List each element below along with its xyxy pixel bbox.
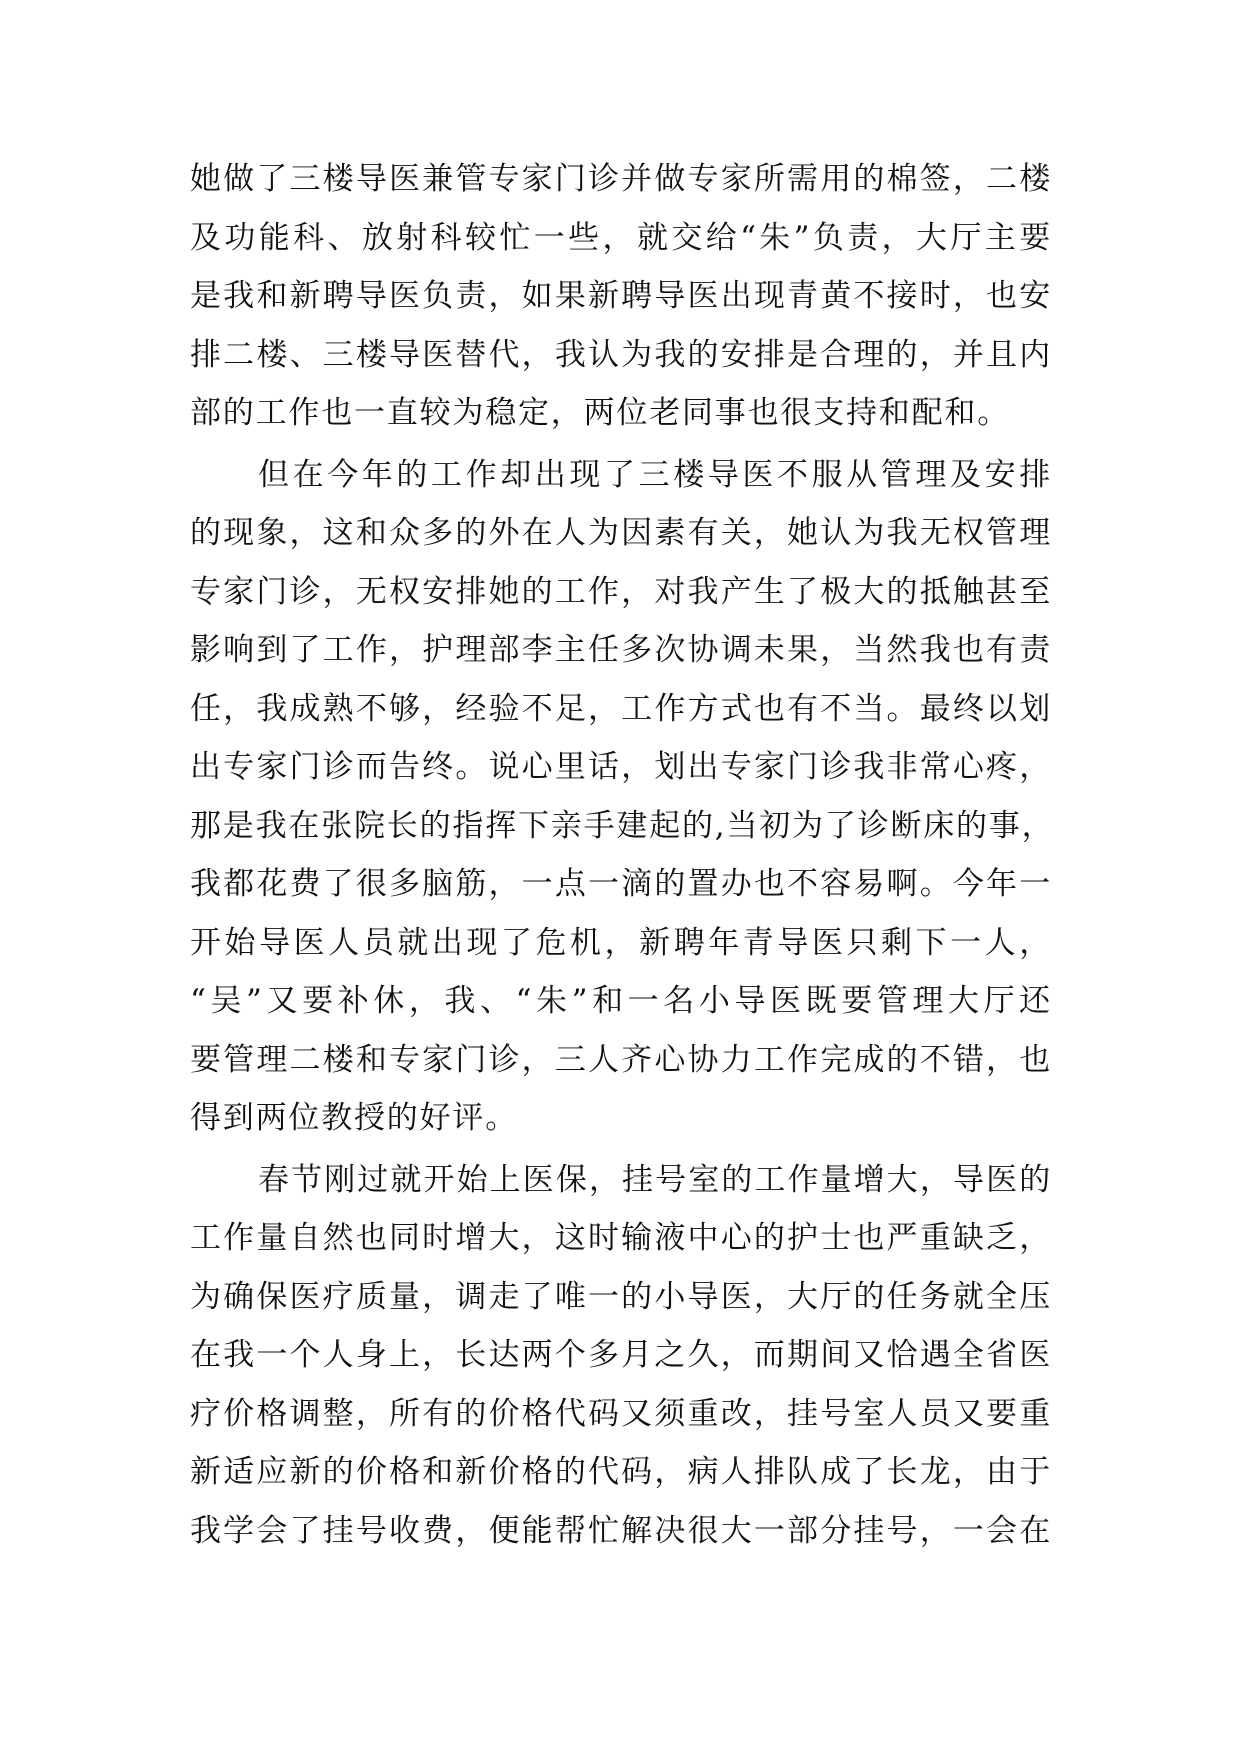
body-line: 春节刚过就开始上医保，挂号室的工作量增大，导医的: [258, 1161, 1052, 1198]
body-line: 但在今年的工作却出现了三楼导医不服从管理及安排: [258, 456, 1052, 493]
body-line: 是我和新聘导医负责，如果新聘导医出现青黄不接时，也安: [190, 278, 1052, 314]
body-line: 及功能科、放射科较忙一些，就交给“朱”负责，大厅主要: [190, 219, 1052, 256]
body-line: 疗价格调整，所有的价格代码又须重改，挂号室人员又要重: [190, 1395, 1052, 1432]
body-line: 我学会了挂号收费，便能帮忙解决很大一部分挂号，一会在: [190, 1512, 1052, 1549]
body-line: 得到两位教授的好评。: [190, 1100, 518, 1136]
body-line: 她做了三楼导医兼管专家门诊并做专家所需用的棉签，二楼: [190, 161, 1052, 197]
body-line: 我都花费了很多脑筋，一点一滴的置办也不容易啊。今年一: [190, 866, 1052, 902]
body-line: 新适应新的价格和新价格的代码，病人排队成了长龙，由于: [190, 1454, 1052, 1490]
body-line: 开始导医人员就出现了危机，新聘年青导医只剩下一人，: [190, 924, 1052, 961]
body-line: 的现象，这和众多的外在人为因素有关，她认为我无权管理: [190, 515, 1052, 551]
body-line: 影响到了工作，护理部李主任多次协调未果，当然我也有责: [190, 632, 1052, 668]
body-line: 那是我在张院长的指挥下亲手建起的,当初为了诊断床的事，: [190, 807, 1055, 844]
paragraph: [190, 150, 1052, 443]
body-line: 工作量自然也同时增大，这时输液中心的护士也严重缺乏，: [190, 1220, 1052, 1256]
body-line: 任，我成熟不够，经验不足，工作方式也有不当。最终以划: [190, 690, 1052, 727]
body-line: 部的工作也一直较为稳定，两位老同事也很支持和配和。: [190, 395, 1010, 431]
body-line: 出专家门诊而告终。说心里话，划出专家门诊我非常心疼，: [190, 749, 1052, 785]
body-line: 排二楼、三楼导医替代，我认为我的安排是合理的，并且内: [190, 336, 1052, 373]
body-line: 在我一个人身上，长达两个多月之久，而期间又恰遇全省医: [190, 1337, 1052, 1373]
body-text: [190, 150, 1055, 1560]
body-line: 专家门诊，无权安排她的工作，对我产生了极大的抵触甚至: [190, 573, 1052, 610]
paragraph: [190, 1151, 1052, 1561]
body-line: 为确保医疗质量，调走了唯一的小导医，大厅的任务就全压: [190, 1278, 1052, 1315]
paragraph: [190, 446, 1055, 1148]
body-line: “吴”又要补休，我、“朱”和一名小导医既要管理大厅还: [190, 983, 1052, 1019]
body-line: 要管理二楼和专家门诊，三人齐心协力工作完成的不错，也: [190, 1041, 1052, 1078]
